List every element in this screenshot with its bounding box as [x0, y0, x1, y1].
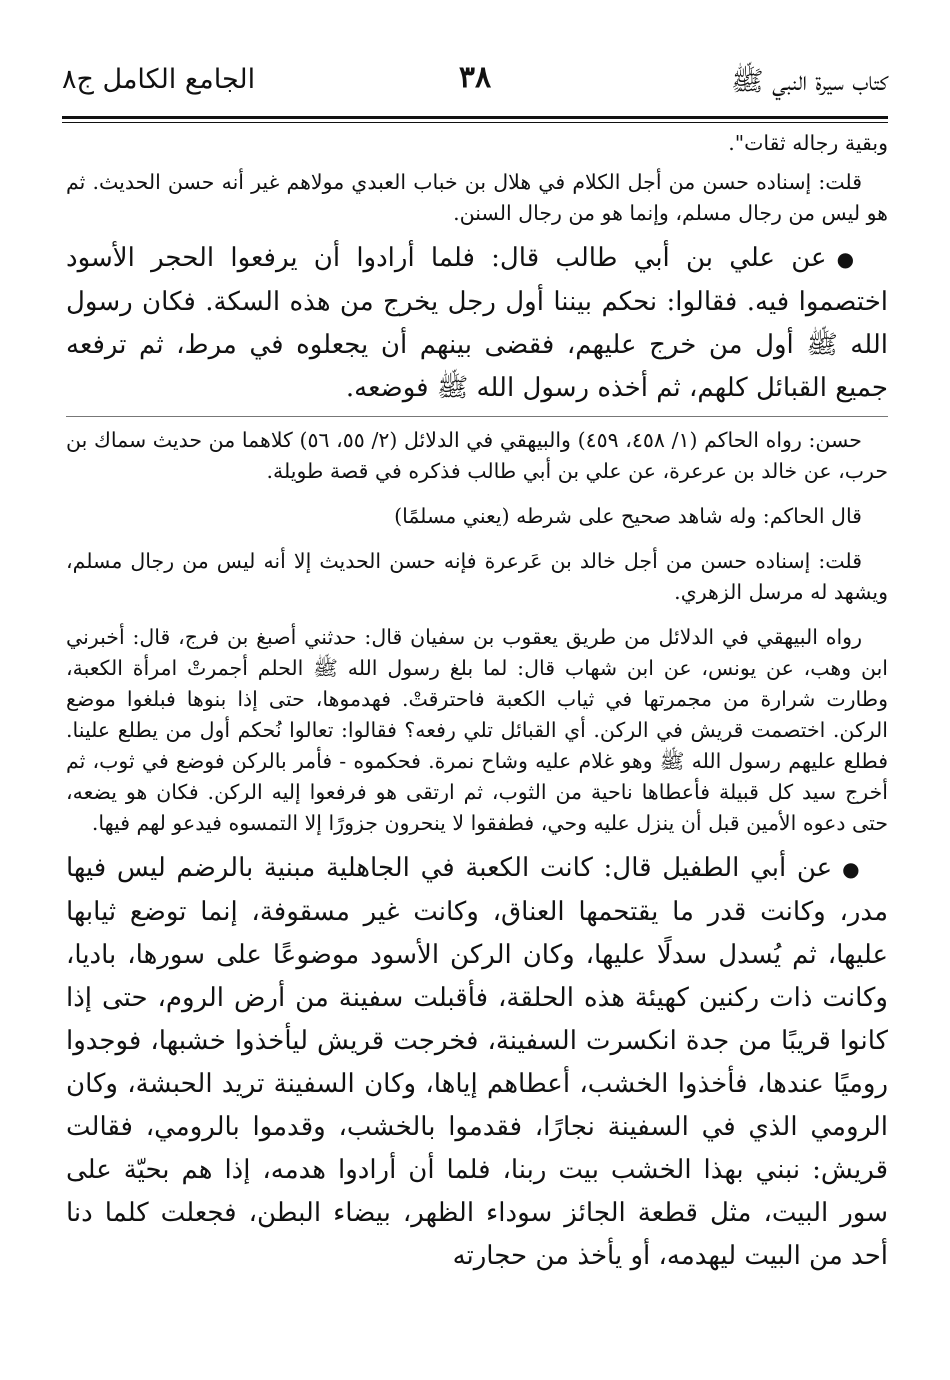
- header-rule-thin: [62, 122, 888, 123]
- running-header: [62, 58, 888, 102]
- header-rule-thick: [62, 116, 888, 119]
- hadith-paragraph-ali: [66, 237, 888, 410]
- book-title: كتاب سيرة النبي ﷺ: [730, 66, 888, 97]
- collection-title: الجامع الكامل ج٨: [62, 64, 256, 95]
- hadith-text-ali: عن علي بن أبي طالب قال: فلما أرادوا أن يرفعوا الحجر الأسود اختصموا فيه. فقالوا: نحكم بيننا أول رجل يخرج من هذه السكة. فكان رسول الله ﷺ أول من خرج عليهم، فقضى بينهم أن يجعلوه في مرط، ثم ترفعه جميع القبائل كلهم، ثم أخذه رسول الله ﷺ فوضعه.: [66, 243, 888, 403]
- note-separator: [66, 416, 888, 417]
- hadith-text-abu-tufayl: عن أبي الطفيل قال: كانت الكعبة في الجاهلية مبنية بالرضم ليس فيها مدر، وكانت قدر ما يقتحمها العناق، وكانت غير مسقوفة، إنما توضع ثيابها عليها، ثم يُسدل سدلًا عليها، وكان الركن الأسود موضوعًا على سورها، باديا، وكانت ذات ركنين كهيئة هذه الحلقة، فأقبلت سفينة من أرض الروم، حتى إذا كانوا قريبًا من جدة انكسرت السفينة، فخرجت قريش ليأخذوا خشبها، فوجدوا روميًا عندها، فأخذوا الخشب، أعطاهم إياها، وكان السفينة تريد الحبشة، وكان الرومي الذي في السفينة نجارًا، فقدموا بالخشب، وقدموا بالرومي، فقالت قريش: نبني بهذا الخشب بيت ربنا، فلما أن أرادوا هدمه، إذا هم بحيّة على سور البيت، مثل قطعة الجائز سوداء الظهر، بيضاء البطن، فجعلت كلما دنا أحد من البيت ليهدمه، أو يأخذ من حجارته: [66, 853, 888, 1271]
- page-number: ٣٨: [458, 60, 492, 95]
- commentary-paragraph: قلت: إسناده حسن من أجل الكلام في هلال بن خباب العبدي مولاهم غير أنه حسن الحديث. ثم هو ليس من رجال مسلم، وإنما هو من رجال السنن.: [66, 170, 888, 225]
- continuation-line: وبقية رجاله ثقات".: [728, 131, 888, 155]
- bullet-icon: ●: [842, 857, 862, 881]
- bayhaqi-narration: رواه البيهقي في الدلائل من طريق يعقوب بن سفيان قال: حدثني أصبغ بن فرج، قال: أخبرني ابن وهب، عن يونس، عن ابن شهاب قال: لما بلغ رسول الله ﷺ الحلم أجمرتْ امرأة الكعبة، وطارت شرارة من مجمرتها في ثياب الكعبة فاحترقتْ. فهدموها، حتى إذا بنوها فبلغوا موضع الركن. اختصمت قريش في الركن. أي القبائل تلي رفعه؟ فقالوا: تعالوا نُحكم أول من يطلع علينا. فطلع عليهم رسول الله ﷺ وهو غلام عليه وشاح نمرة. فحكموه - فأمر بالركن فوضع في ثوب، ثم أخرج سيد كل قبيلة فأعطاها ناحية من الثوب، ثم ارتقى هو فرفعوا إليه الركن. فكان هو يضعه، حتى دعوه الأمين قبل أن ينزل عليه وحي، فطفقوا لا ينحرون جزورًا إلا التمسوه فيدعو لهم فيها.: [66, 625, 888, 835]
- page-body: [66, 128, 888, 1278]
- grading-paragraph: قلت: إسناده حسن من أجل خالد بن عَرعرة فإنه حسن الحديث إلا أنه ليس من رجال مسلم، ويشهد له مرسل الزهري.: [66, 549, 888, 604]
- bullet-icon: ●: [836, 247, 862, 271]
- hadith-paragraph-abu-tufayl: [66, 847, 888, 1278]
- hakim-statement: قال الحاكم: وله شاهد صحيح على شرطه (يعني مسلمًا): [394, 504, 862, 528]
- takhrij-paragraph: حسن: رواه الحاكم (١/ ٤٥٨، ٤٥٩) والبيهقي في الدلائل (٢/ ٥٥، ٥٦) كلاهما من حديث سماك بن حرب، عن خالد بن عرعرة، عن علي بن أبي طالب فذكره في قصة طويلة.: [66, 428, 888, 483]
